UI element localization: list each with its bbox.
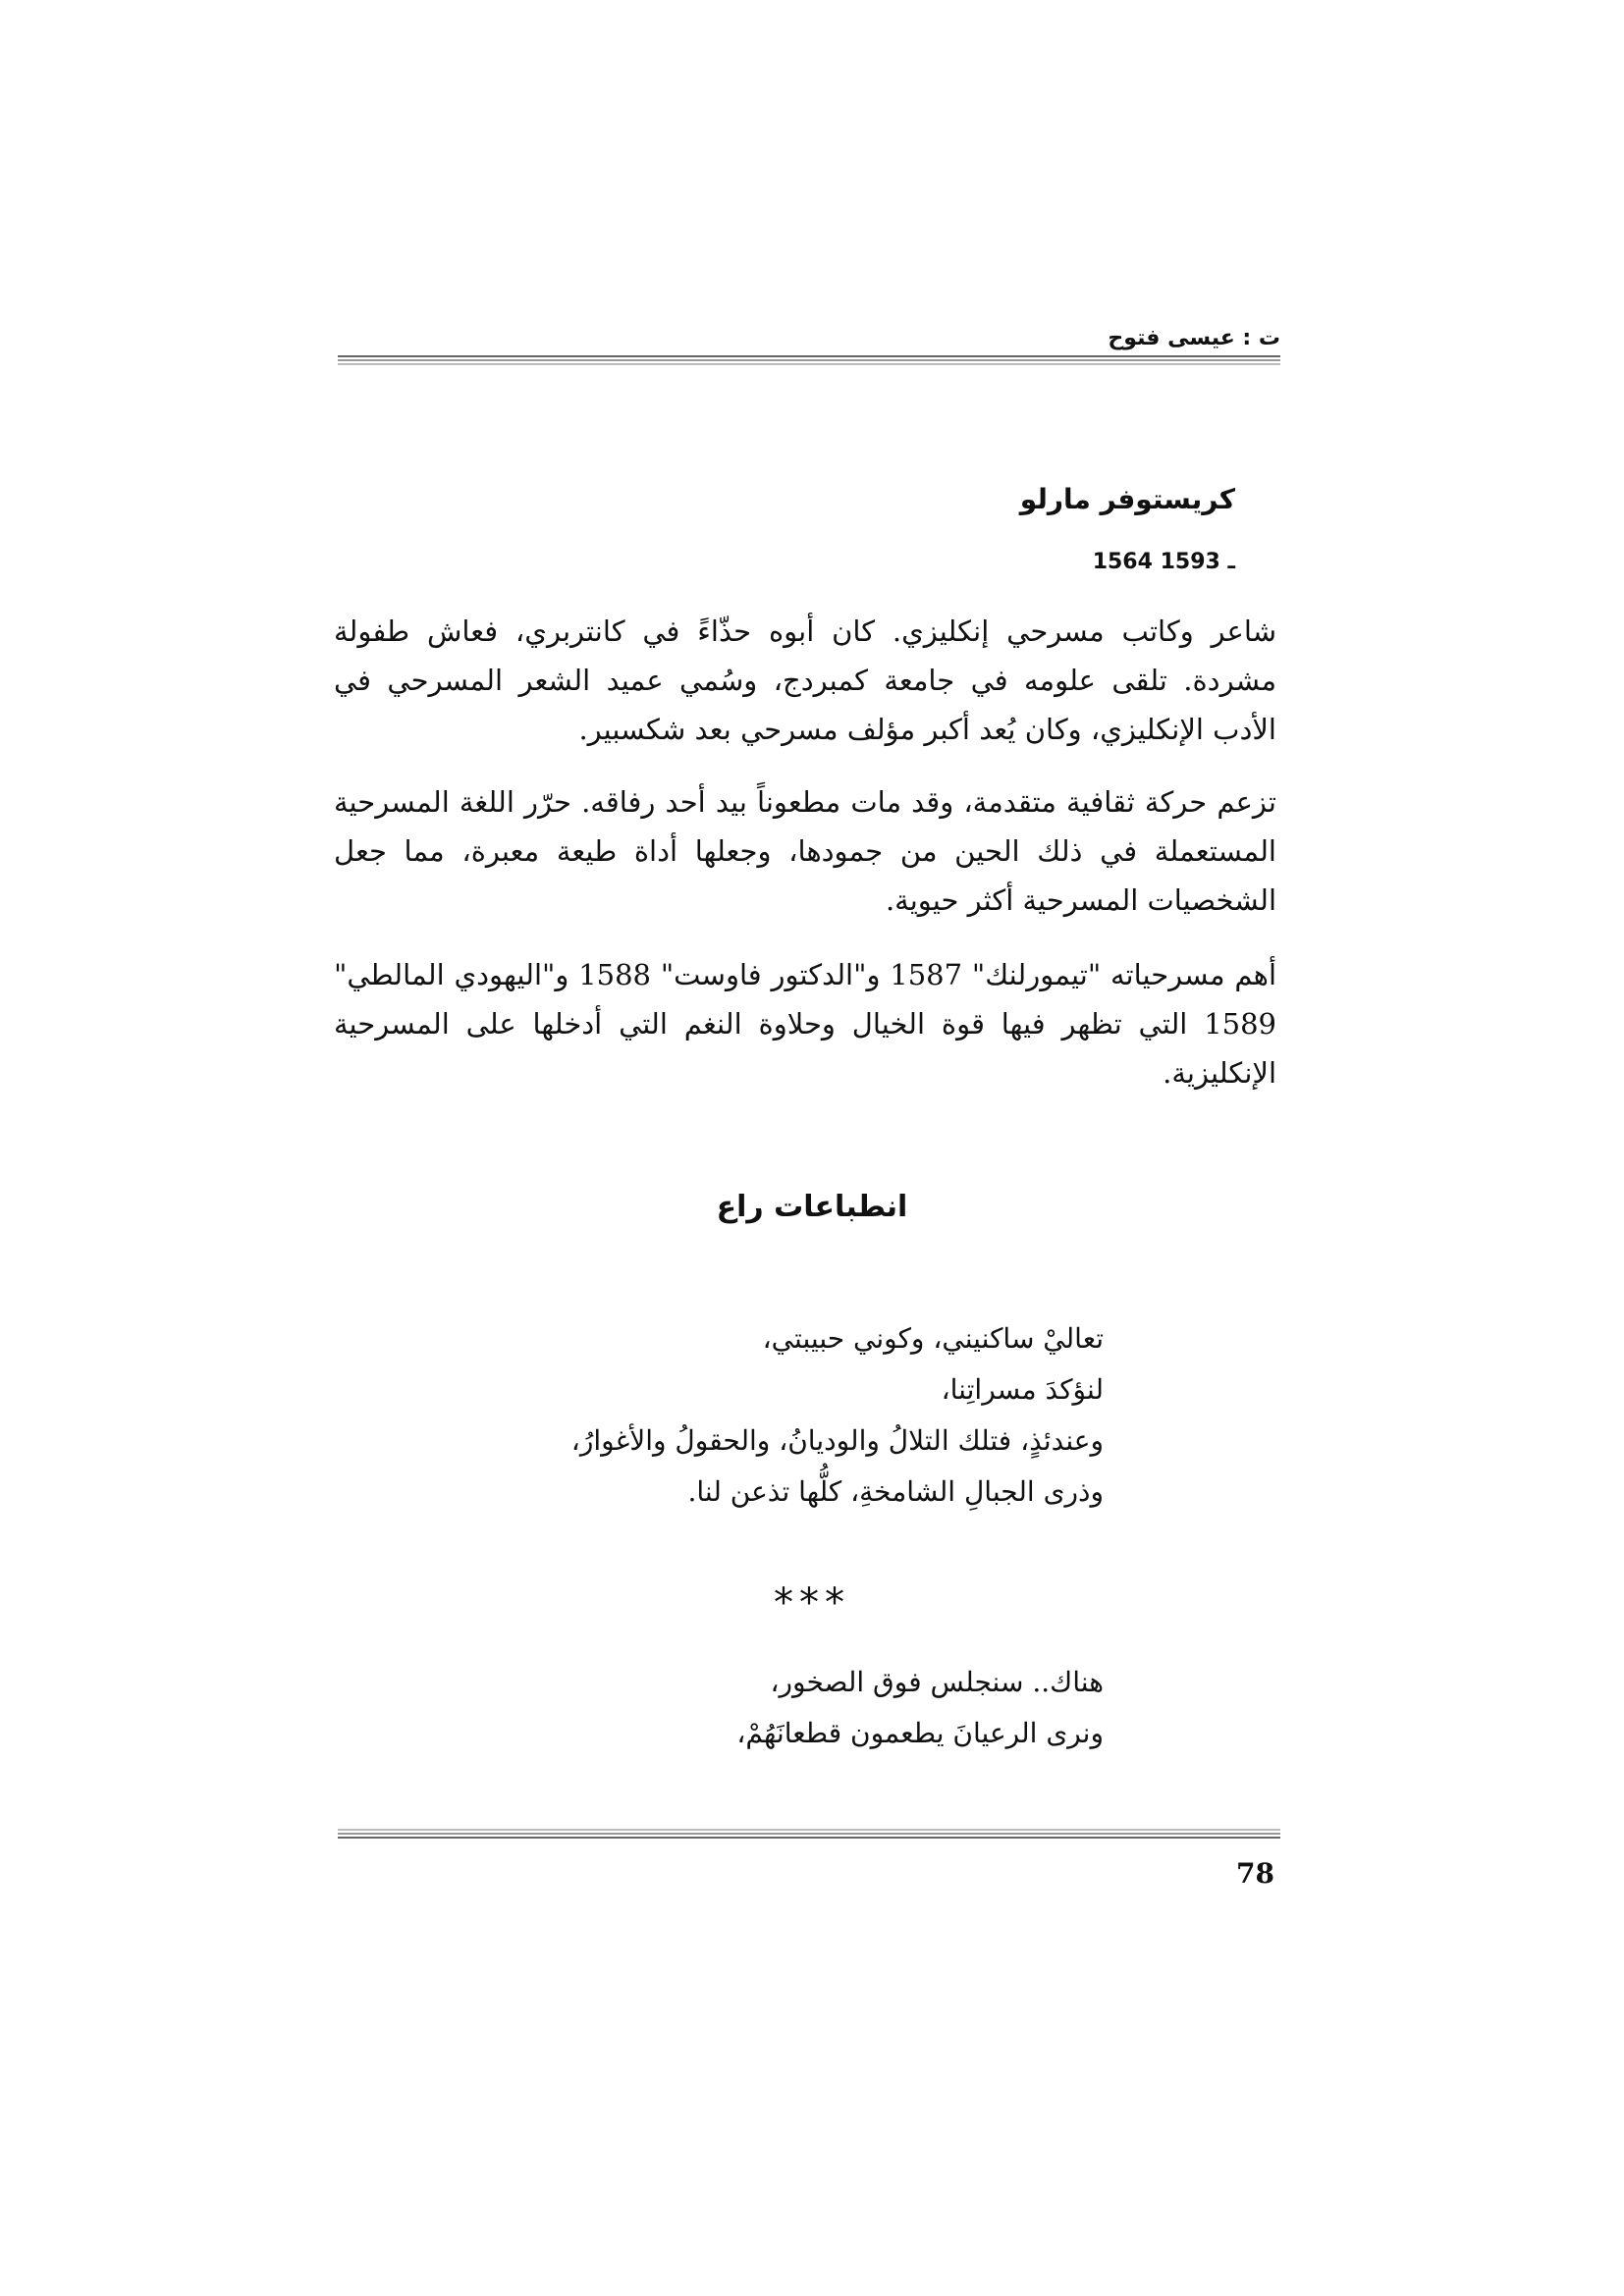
poem-line: وعندئذٍ، فتلك التلالُ والوديانُ، والحقولُ والأغوارُ،	[570, 1424, 1104, 1457]
header-rule	[338, 355, 1280, 367]
footer-rule-line	[338, 1837, 1280, 1839]
footer-rule	[338, 1829, 1280, 1841]
header-rule-line	[338, 363, 1280, 365]
poem-line: ونرى الرعيانَ يطعمون قطعانَهُمْ،	[736, 1717, 1104, 1749]
stanza-separator: ***	[774, 1580, 850, 1626]
page-number: 78	[1236, 1857, 1274, 1890]
header-rule-line	[338, 359, 1280, 361]
poem-stanza	[416, 1657, 1104, 1759]
bio-years: 1564 ـ 1593	[1092, 550, 1235, 574]
poem-line: وذرى الجبالِ الشامخةِ، كلُّها تذعن لنا.	[687, 1475, 1104, 1508]
footer-rule-line	[338, 1833, 1280, 1835]
poem-line: تعاليْ ساكنيني، وكوني حبيبتي،	[762, 1322, 1104, 1355]
poem-stanza	[416, 1313, 1104, 1518]
bio-paragraph: تزعم حركة ثقافية متقدمة، وقد مات مطعوناً بيد أحد رفاقه. حرّر اللغة المسرحية المستعملة في ذلك الحين من جمودها، وجعلها أداة طيعة معبرة، مما جعل الشخصيات المسرحية أكثر حيوية.	[334, 785, 1276, 917]
bio-paragraph: شاعر وكاتب مسرحي إنكليزي. كان أبوه حذّاءً في كانتربري، فعاش طفولة مشردة. تلقى علومه في جامعة كمبردج، وسُمي عميد الشعر المسرحي في الأدب الإنكليزي، وكان يُعد أكبر مؤلف مسرحي بعد شكسبير.	[334, 614, 1276, 746]
footer-rule-line	[338, 1829, 1280, 1831]
poem-line: لنؤكدَ مسراتِنا،	[941, 1373, 1104, 1406]
header-rule-line	[338, 355, 1280, 357]
bio-paragraph: أهم مسرحياته "تيمورلنك" 1587 و"الدكتور فاوست" 1588 و"اليهودي المالطي" 1589 التي تظهر فيها قوة الخيال وحلاوة النغم التي أدخلها على المسرحية الإنكليزية.	[334, 958, 1276, 1090]
poem-line: هناك.. سنجلس فوق الصخور،	[770, 1666, 1104, 1698]
running-header-author: ت : عيسى فتوح	[1108, 326, 1280, 350]
bio-title: كريستوفر مارلو	[1019, 483, 1235, 515]
poem-title: انطباعات راع	[716, 1190, 908, 1224]
